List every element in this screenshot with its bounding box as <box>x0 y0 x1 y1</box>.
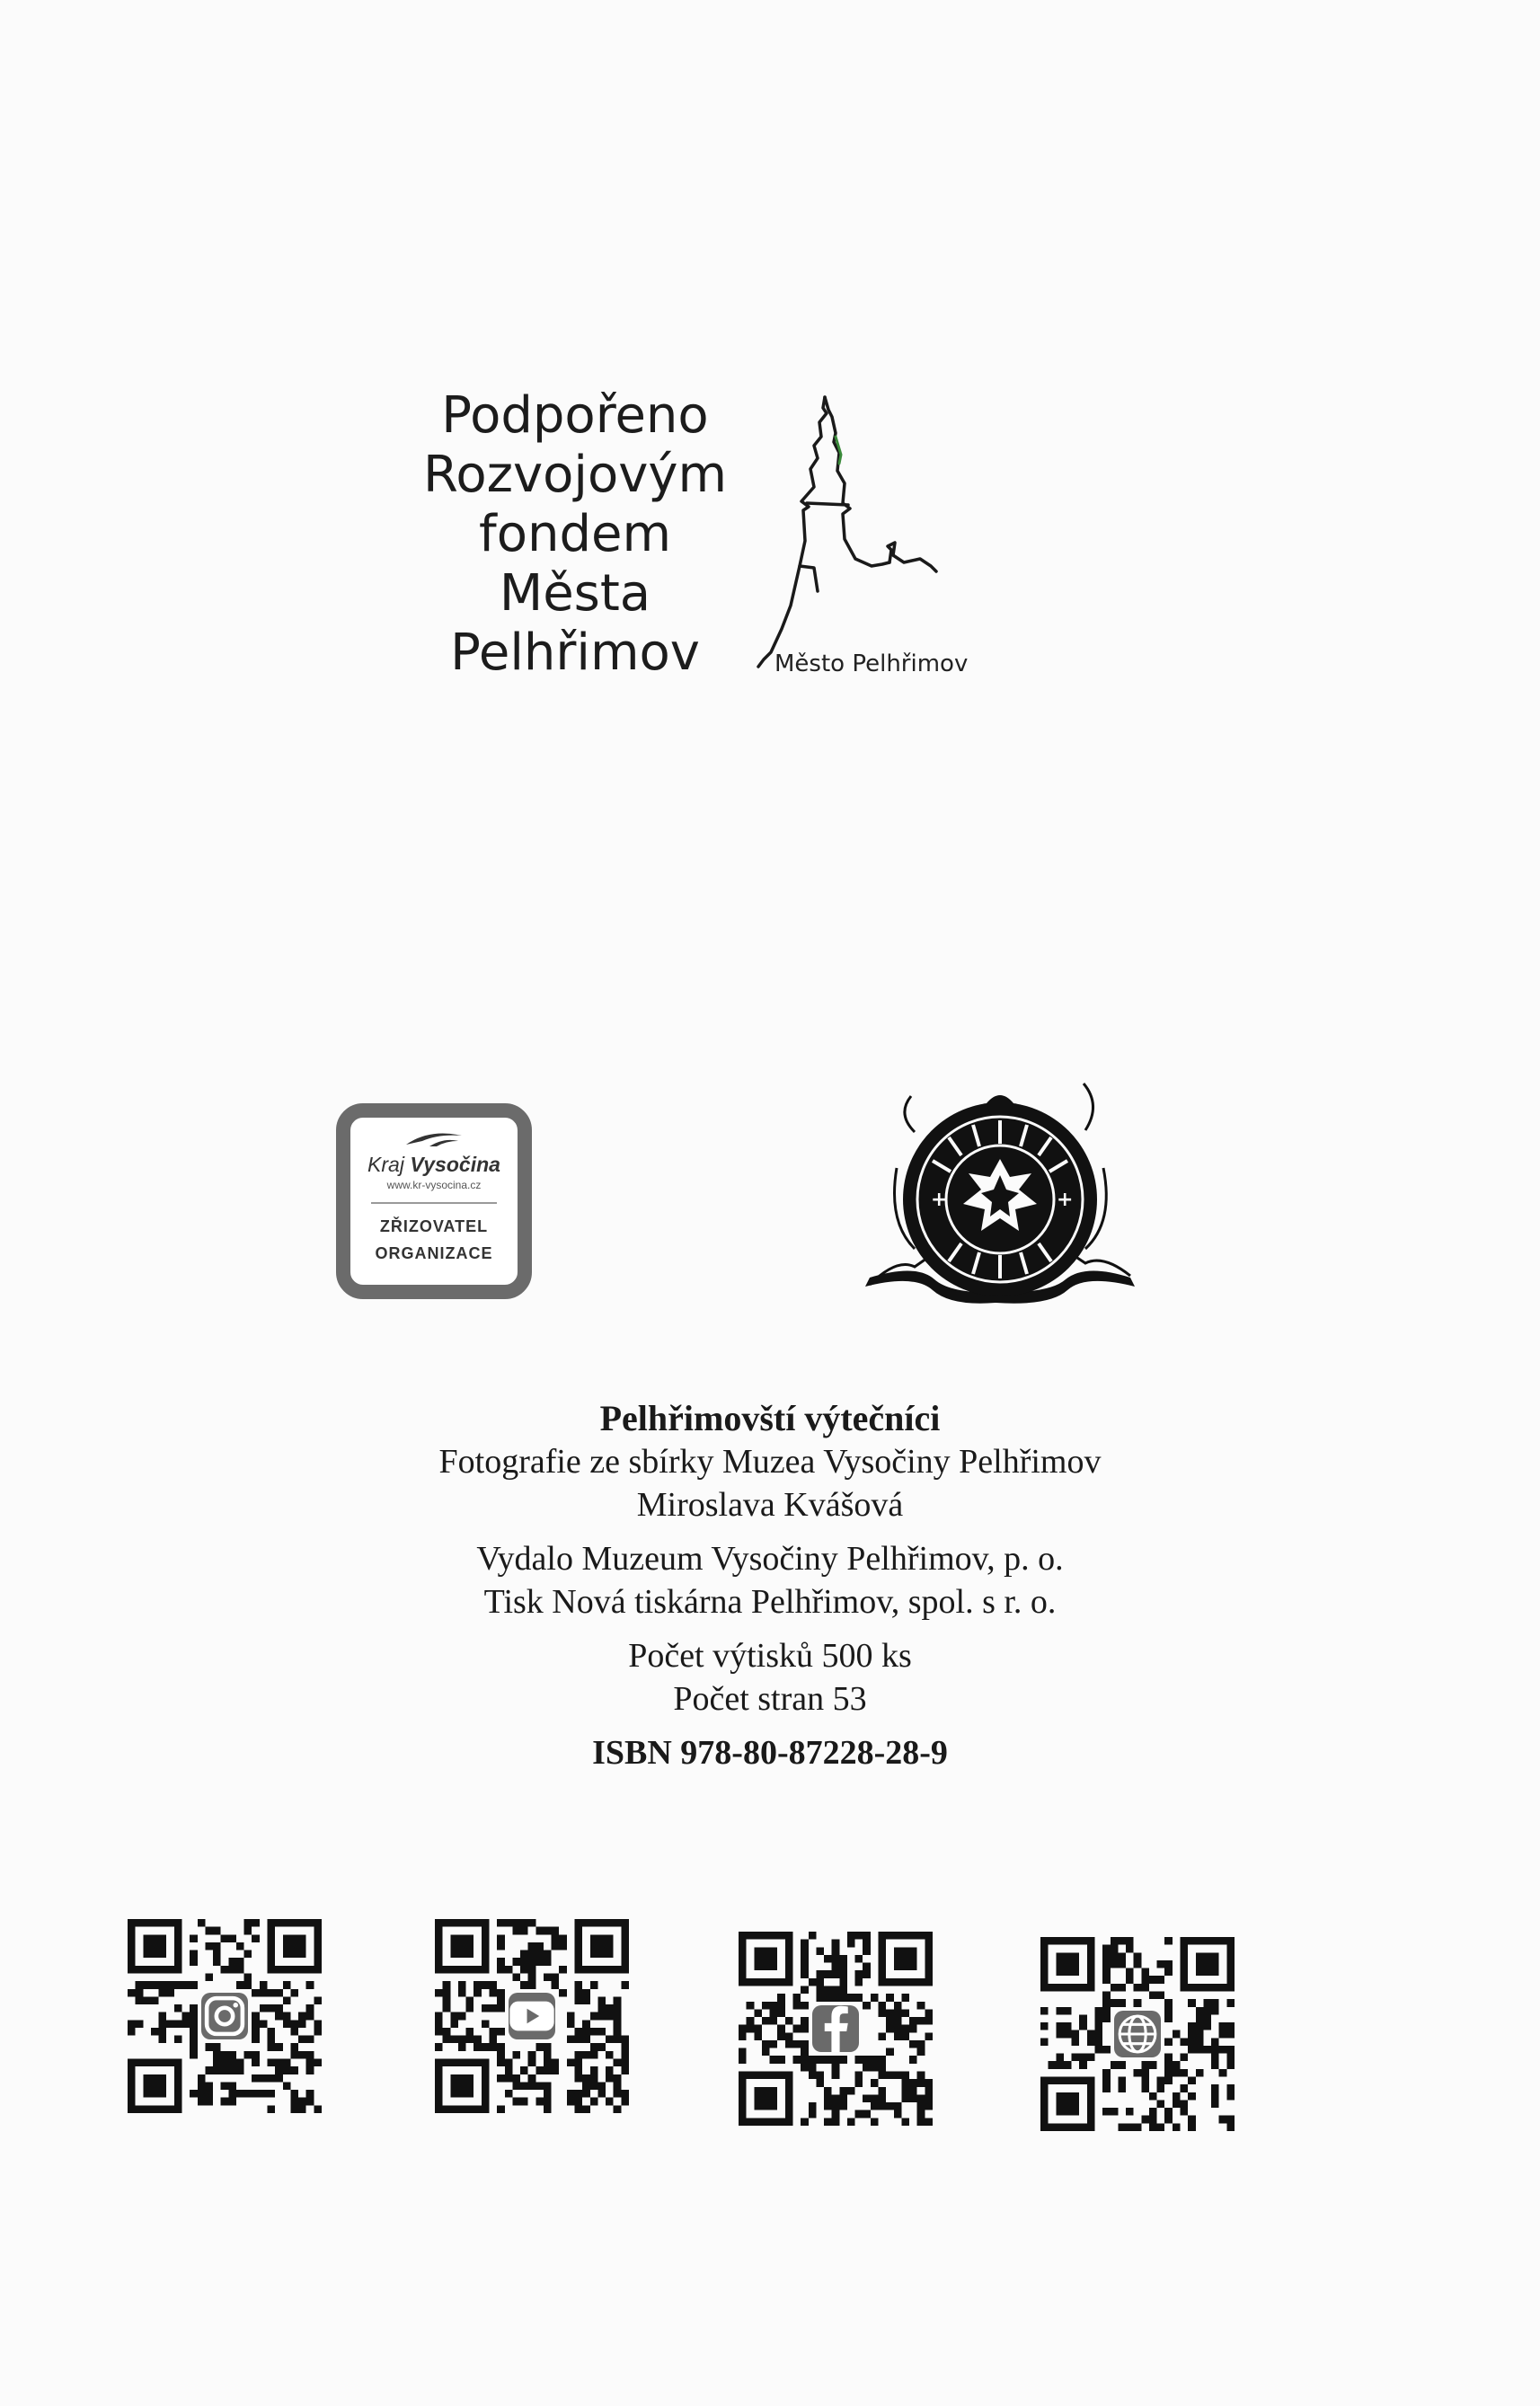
book-publisher: Vydalo Muzeum Vysočiny Pelhřimov, p. o. <box>476 1540 1064 1578</box>
sponsor-line-3: fondem <box>478 505 672 563</box>
page-count: Počet stran 53 <box>673 1680 867 1718</box>
youtube-icon <box>509 1993 555 2039</box>
book-author: Miroslava Kvášová <box>636 1486 904 1524</box>
mesto-pelhrimov-label: Město Pelhřimov <box>774 650 969 677</box>
svg-text:+: + <box>931 1189 948 1211</box>
qr-code-website[interactable] <box>1040 1937 1235 2131</box>
sponsor-line-2: Rozvojovým <box>422 446 728 504</box>
kraj-prefix: Kraj <box>367 1153 404 1176</box>
globe-icon <box>1114 2011 1161 2057</box>
church-tower-logo <box>728 386 1015 692</box>
kraj-name <box>350 1153 518 1177</box>
kraj-role-line-1: ZŘIZOVATEL <box>379 1217 489 1235</box>
book-subtitle: Fotografie ze sbírky Muzea Vysočiny Pelhřimov <box>438 1443 1102 1481</box>
instagram-icon <box>201 1993 248 2039</box>
museum-seal-logo <box>861 1078 1139 1312</box>
book-title: Pelhřimovští výtečníci <box>599 1398 941 1438</box>
svg-text:+: + <box>1057 1189 1074 1211</box>
sponsor-line-4: Města <box>499 564 651 623</box>
kraj-swoosh-icon <box>403 1130 465 1148</box>
sponsor-line-5: Pelhřimov <box>450 624 700 682</box>
kraj-vysocina-label: Vysočina <box>410 1153 500 1176</box>
print-run: Počet výtisků 500 ks <box>628 1637 912 1675</box>
kraj-vysocina-badge <box>336 1103 532 1299</box>
qr-code-instagram[interactable] <box>128 1919 322 2113</box>
kraj-role-line-2: ORGANIZACE <box>375 1244 493 1262</box>
kraj-url: www.kr-vysocina.cz <box>386 1179 482 1191</box>
book-printer: Tisk Nová tiskárna Pelhřimov, spol. s r. o. <box>483 1583 1057 1621</box>
sponsor-text <box>377 386 773 683</box>
sponsor-line-1: Podpořeno <box>441 386 709 445</box>
kraj-divider <box>371 1202 497 1204</box>
qr-code-youtube[interactable] <box>435 1919 629 2113</box>
isbn: ISBN 978-80-87228-28-9 <box>592 1734 948 1772</box>
colophon <box>270 1397 1270 1774</box>
qr-code-facebook[interactable] <box>739 1932 933 2126</box>
facebook-icon <box>812 2005 859 2052</box>
